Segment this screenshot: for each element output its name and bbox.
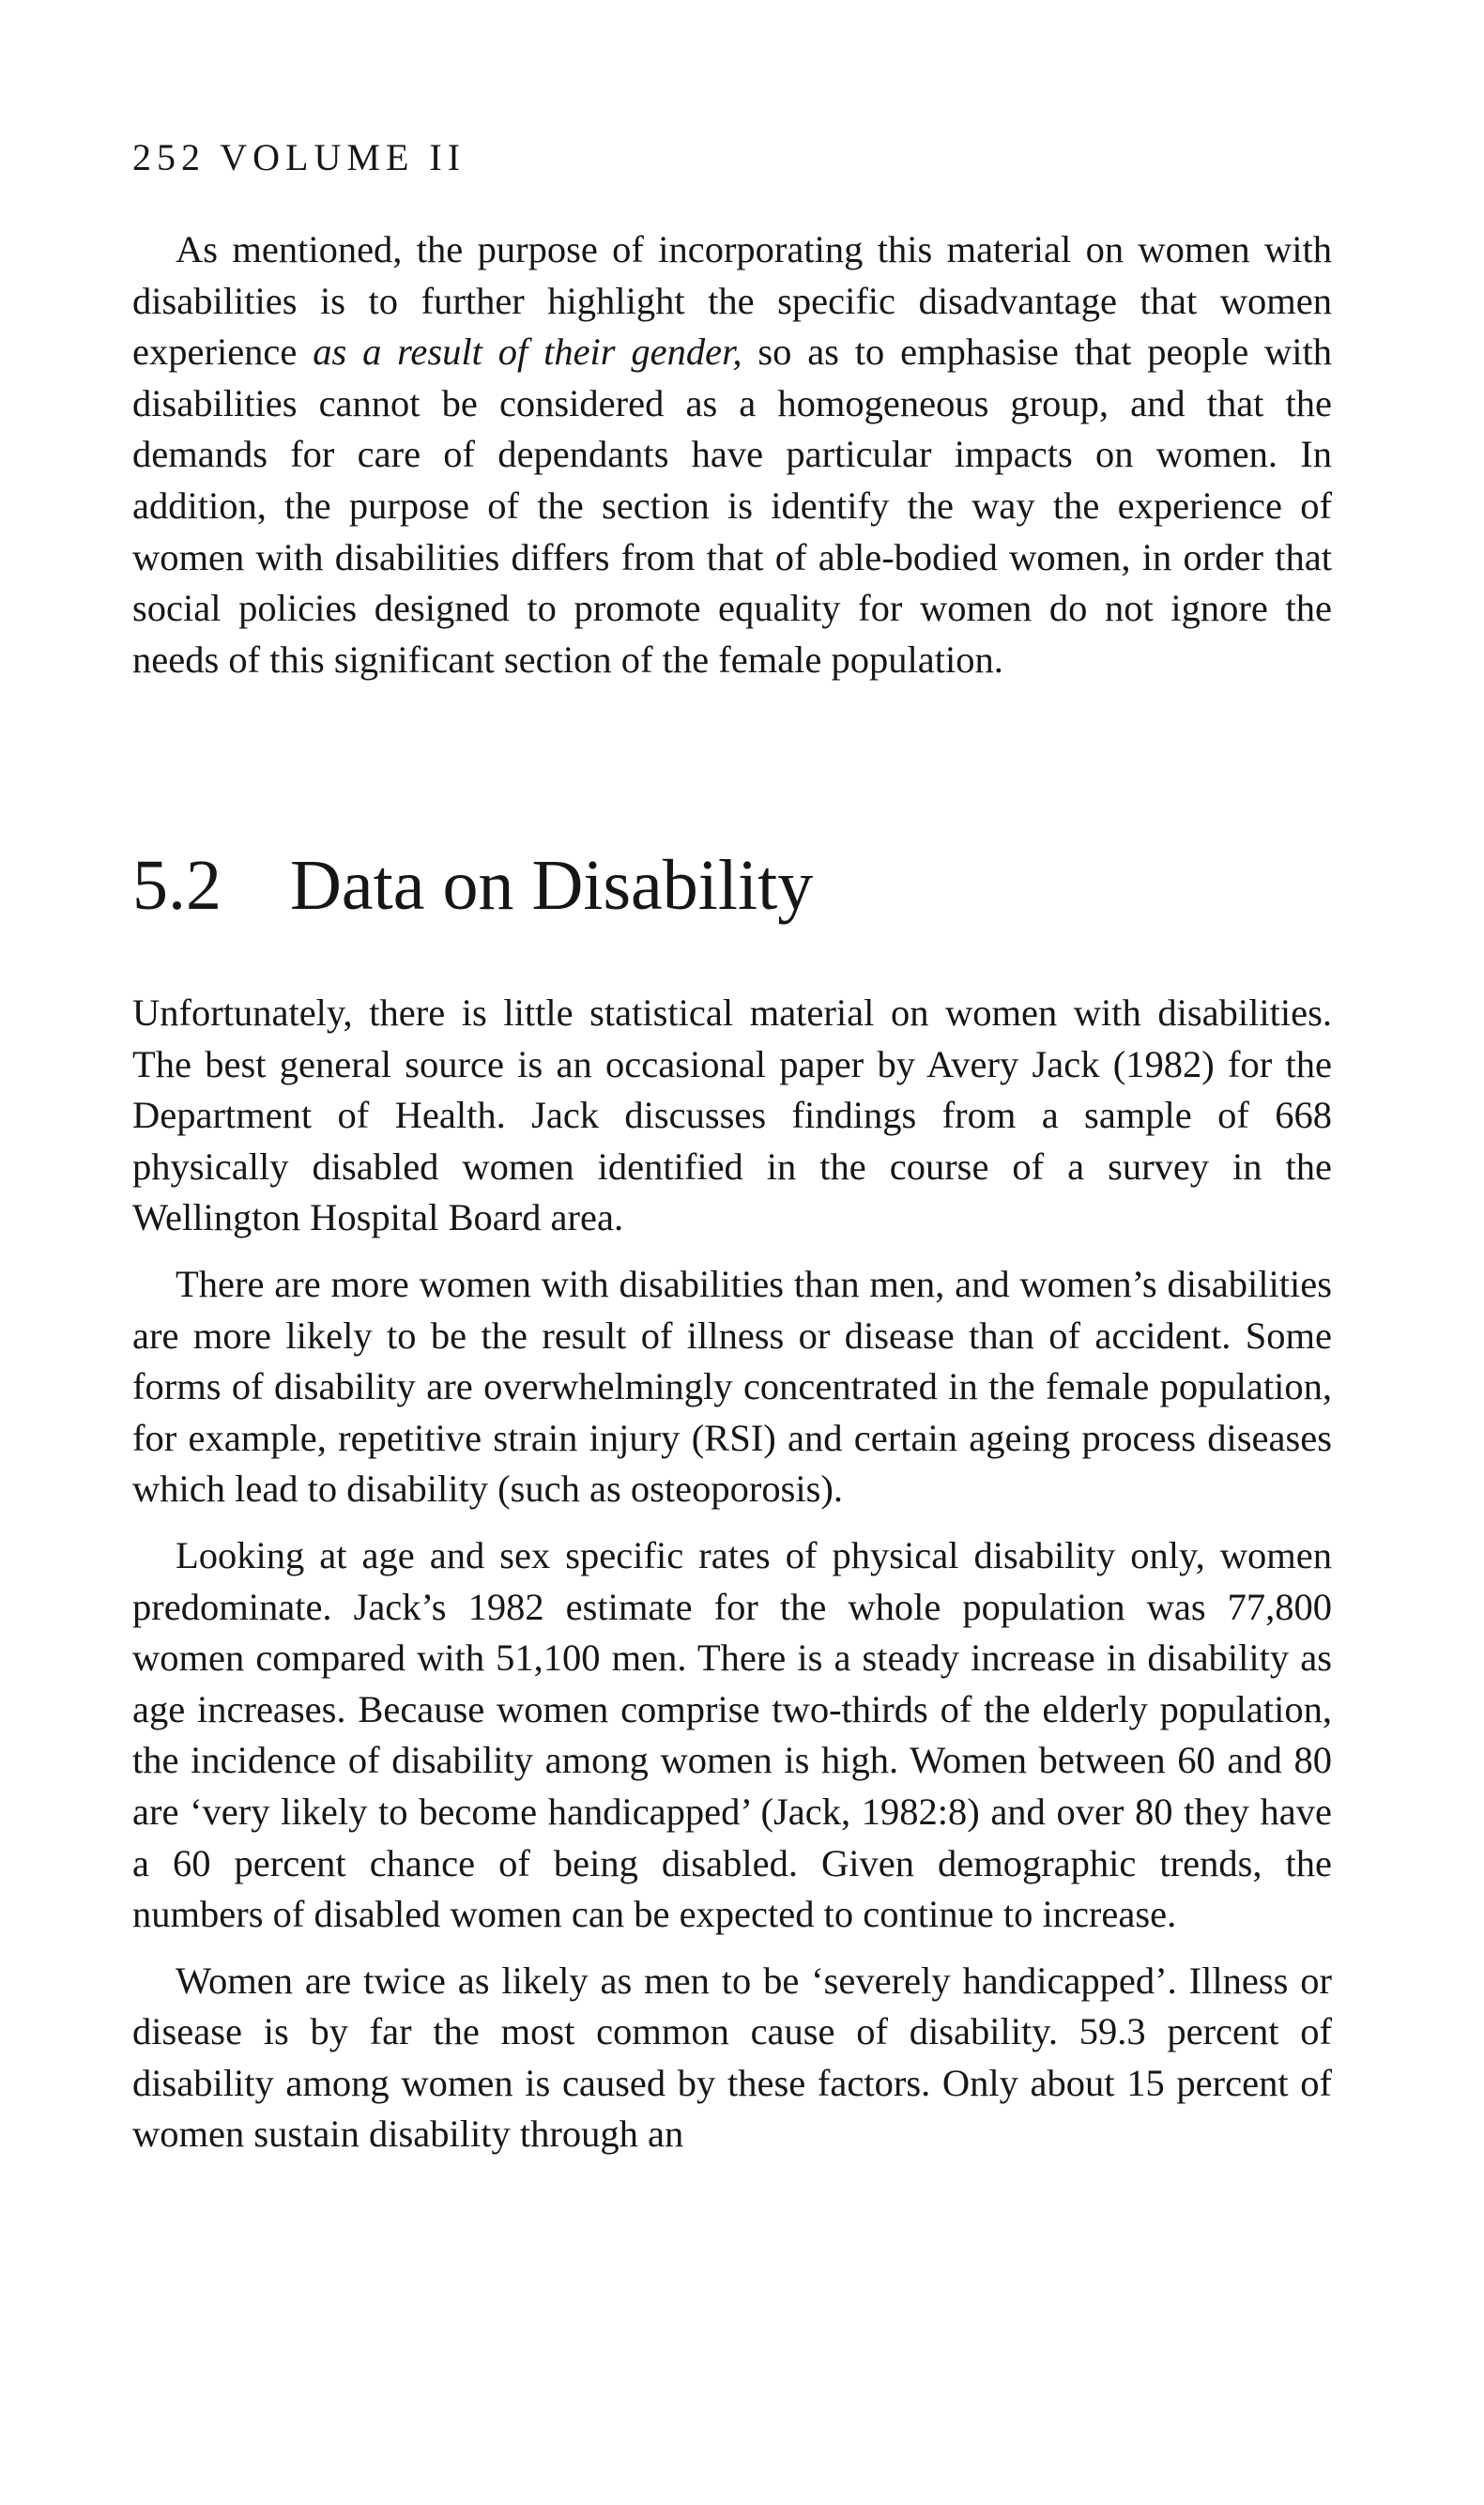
body-paragraph-1: Unfortunately, there is little statistical material on women with disabilities. The best general source is an occasional paper by Avery Jack (1982) for the Department of Health. Jack discusses findings from a sample of 668 physically disabled women identified in the course of a survey in the Wellington Hospital Board area. [132, 991, 1332, 1239]
section-title: Data on Disability [290, 846, 814, 925]
intro-section [132, 224, 1332, 685]
intro-paragraph [132, 224, 1332, 685]
body-paragraph-4: Women are twice as likely as men to be ‘severely handicapped’. Illness or disease is by far the most common cause of disability. 59.3 percent of disability among women is caused by these factors. Only about 15 percent of women sustain disability through an [132, 1959, 1332, 2156]
intro-text-start: As mentioned, the purpose of incorporating this material on women with disabilities is to further highlight the specific disadvantage that women experience [132, 228, 1332, 374]
section-body [132, 988, 1332, 2160]
intro-emphasis: as a result of their gender, [313, 330, 742, 374]
running-head: 252 VOLUME II [132, 136, 467, 178]
intro-text-end: so as to emphasise that people with disabilities cannot be considered as a homogeneous group, and that the demands for care of dependants have particular impacts on women. In addition, the purpose of the section is identify the way the experience of women with disabilities differs from that of able-bodied women, in order that social policies designed to promote equality for women do not ignore the needs of this significant section of the female population. [132, 330, 1333, 681]
section-number: 5.2 [132, 846, 222, 925]
body-paragraph-2: There are more women with disabilities than men, and women’s disabilities are more likely to be the result of illness or disease than of accident. Some forms of disability are overwhelmingly concentrated in the female population, for example, repetitive strain injury (RSI) and certain ageing process diseases which lead to disability (such as osteoporosis). [132, 1262, 1332, 1511]
section-heading [132, 846, 814, 925]
body-paragraph-3: Looking at age and sex specific rates of physical disability only, women predominate. Jack’s 1982 estimate for the whole population was 77,800 women compared with 51,100 men. There is a steady increase in disability as age increases. Because women comprise two-thirds of the elderly population, the incidence of disability among women is high. Women between 60 and 80 are ‘very likely to become handicapped’ (Jack, 1982:8) and over 80 they have a 60 percent chance of being disabled. Given demographic trends, the numbers of disabled women can be expected to continue to increase. [132, 1533, 1332, 1936]
